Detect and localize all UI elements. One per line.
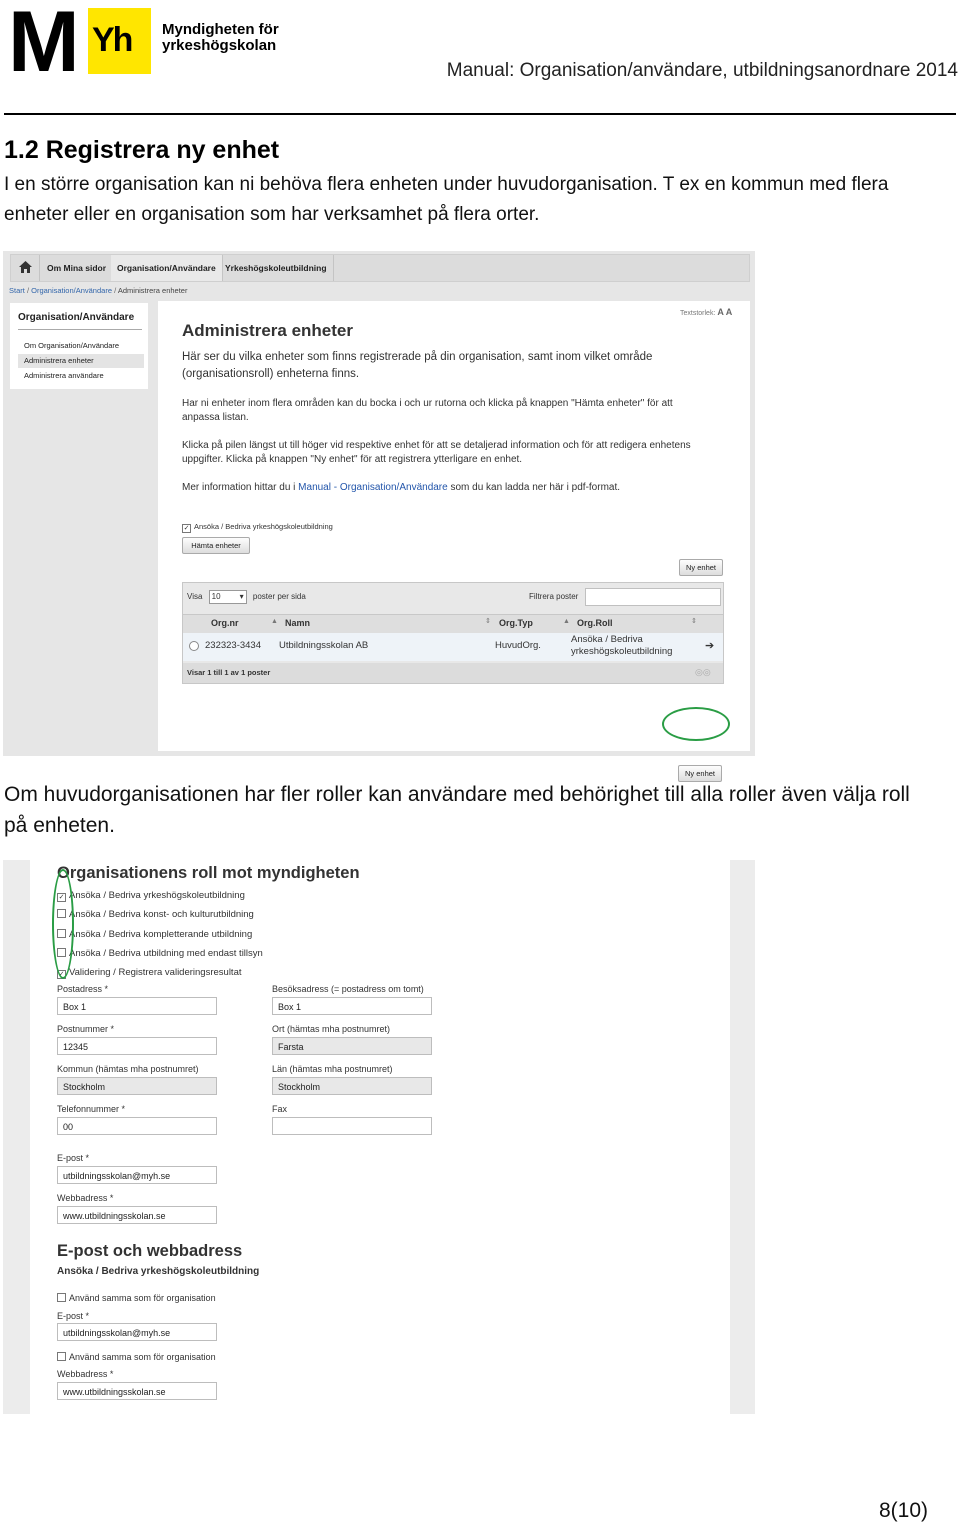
intro-paragraph: I en större organisation kan ni behöva flera enheten under huvudorganisation. T ex en kommun med flera enheter eller en organisation som har verksamhet på flera orter. [4,174,889,225]
ort-input: Farsta [272,1037,432,1055]
text-size-buttons[interactable]: A A [717,307,733,317]
sort-icon[interactable]: ⇕ [485,618,491,625]
top-nav [10,254,750,282]
text-size-control[interactable] [680,307,732,317]
screenshot-organisation-roles [3,860,755,1414]
fax-label: Fax [272,1104,288,1114]
checkbox-checked-icon[interactable]: ✓ [58,894,65,901]
home-icon[interactable] [11,255,40,281]
epost-label: E-post * [57,1153,90,1163]
besoksadress-input[interactable]: Box 1 [272,997,432,1015]
postnummer-label: Postnummer * [57,1024,115,1034]
sort-icon[interactable]: ▲ [271,618,278,625]
logo-letter-m: M [8,0,76,90]
page-size-control [187,590,306,604]
arrow-right-icon[interactable]: ➔ [705,640,715,652]
email-section-subtitle: Ansöka / Bedriva yrkeshögskoleutbildning [57,1266,260,1277]
info-text-3-before: Mer information hittar du i [182,482,299,493]
nav-om-mina-sidor[interactable]: Om Mina sidor [41,255,113,281]
role-checkbox-3[interactable] [57,929,252,940]
visa-label: Visa [187,592,203,601]
sidebar-divider [18,329,142,330]
kommun-input: Stockholm [57,1077,217,1095]
postadress-label: Postadress * [57,984,109,994]
column-org-typ[interactable]: Org.Typ [499,618,533,628]
epost2-input[interactable]: utbildningsskolan@myh.se [57,1323,217,1341]
sidebar-item-administrera-anvandare[interactable]: Administrera användare [24,371,104,380]
epost2-label: E-post * [57,1311,90,1321]
same-epost-label: Använd samma som för organisation [69,1293,216,1303]
table-footer [183,663,723,683]
logo-name-line1: Myndigheten för [162,21,279,38]
postadress-input[interactable]: Box 1 [57,997,217,1015]
logo-letters-yh: Yh [92,21,132,59]
ny-enhet-button-bottom[interactable]: Ny enhet [678,765,722,782]
role-filter-label: Ansöka / Bedriva yrkeshögskoleutbildning [194,522,333,531]
table-row[interactable] [183,633,723,661]
intro-text: Här ser du vilka enheter som finns registrerade på din organisation, samt inom vilket område (organisationsroll) enheterna finns. [182,351,653,380]
postnummer-input[interactable]: 12345 [57,1037,217,1055]
kommun-label: Kommun (hämtas mha postnumret) [57,1064,199,1074]
hamta-enheter-button[interactable]: Hämta enheter [182,537,250,554]
fax-input[interactable] [272,1117,432,1135]
role-checkbox-1[interactable] [57,890,245,902]
main-content [158,301,750,778]
column-namn[interactable]: Namn [285,618,311,628]
role-filter-checkbox[interactable] [182,522,333,533]
nav-yrkeshogskoleutbildning[interactable]: Yrkeshögskoleutbildning [219,255,334,281]
same-webb-checkbox[interactable] [57,1352,216,1362]
sort-icon[interactable]: ⇕ [691,618,697,625]
role-label: Ansöka / Bedriva utbildning med endast tillsyn [69,948,263,959]
filter-input[interactable] [585,588,721,606]
besoksadress-label: Besöksadress (= postadress om tomt) [272,984,424,994]
logo-agency-name [162,22,279,54]
cell-org-nr: 232323-3434 [205,640,261,651]
units-table [182,582,724,684]
highlight-ellipse [52,869,74,979]
breadcrumb-current: Administrera enheter [117,286,188,295]
ny-enhet-button-top[interactable]: Ny enhet [679,559,723,576]
info-text-3-after: som du kan ladda ner här i pdf-format. [447,482,621,493]
page-size-select[interactable] [209,590,247,604]
cell-org-typ: HuvudOrg. [495,640,541,651]
highlight-circle [662,707,730,741]
role-checkbox-2[interactable] [57,909,254,920]
page-title: Administrera enheter [182,321,353,340]
telefon-input[interactable]: 00 [57,1117,217,1135]
page-size-value: 10 [211,592,221,601]
sidebar-item-administrera-enheter[interactable]: Administrera enheter [18,354,144,368]
roles-paragraph: Om huvudorganisationen har fler roller kan användare med behörighet till alla roller även välja roll på enheten. [4,783,910,837]
logo-name-line2: yrkeshögskolan [162,37,277,54]
checkbox-checked-icon[interactable]: ✓ [58,971,65,978]
breadcrumb: Start / Organisation/Användare / Administrera enheter [9,286,188,295]
email-section-title: E-post och webbadress [57,1242,243,1260]
lan-input: Stockholm [272,1077,432,1095]
role-label: Ansöka / Bedriva kompletterande utbildning [69,929,253,940]
roles-title: Organisationens roll mot myndigheten [57,864,360,882]
role-label: Ansöka / Bedriva konst- och kulturutbildning [69,909,254,920]
checkbox-checked-icon[interactable]: ✓ [183,525,190,532]
screenshot-administrera-enheter [3,251,755,778]
sidebar [10,303,148,389]
checkbox-icon[interactable] [57,1293,66,1302]
info-text-1: Har ni enheter inom flera områden kan du bocka i och ur rutorna och klicka på knappen "Hämta enheter" för att anpassa listan. [182,398,673,423]
breadcrumb-start[interactable]: Start [9,286,25,295]
breadcrumb-organisation[interactable]: Organisation/Användare [31,286,112,295]
webb2-label: Webbadress * [57,1369,114,1379]
info-text-3 [182,481,702,495]
section-heading: 1.2 Registrera ny enhet [4,136,280,164]
pagination-icon[interactable]: ◎◎ [695,667,711,677]
nav-organisation-anvandare[interactable]: Organisation/Användare [111,255,223,281]
column-org-roll[interactable]: Org.Roll [577,618,613,628]
same-webb-label: Använd samma som för organisation [69,1352,216,1362]
row-radio[interactable] [189,641,199,651]
role-checkbox-4[interactable] [57,948,263,959]
manual-link[interactable]: Manual - Organisation/Användare [298,482,448,493]
cell-namn: Utbildningsskolan AB [279,640,369,651]
info-text-2: Klicka på pilen längst ut till höger vid respektive enhet för att se detaljerad information och för att redigera enhetens uppgifter. Klicka på knappen "Ny enhet" för att registrera ytterligare en enhet. [182,440,691,465]
sort-icon[interactable]: ▲ [563,618,570,625]
role-label: Validering / Registrera valideringsresultat [69,967,242,978]
header-divider [4,113,956,115]
role-checkbox-5[interactable] [57,967,242,979]
epost-input[interactable]: utbildningsskolan@myh.se [57,1166,217,1184]
column-org-nr[interactable]: Org.nr [211,618,239,628]
ort-label: Ort (hämtas mha postnumret) [272,1024,391,1034]
lan-label: Län (hämtas mha postnumret) [272,1064,393,1074]
same-epost-checkbox[interactable] [57,1293,216,1303]
webbadress-input[interactable]: www.utbildningsskolan.se [57,1206,217,1224]
cell-org-roll: Ansöka / Bedriva yrkeshögskoleutbildning [571,634,673,657]
role-label: Ansöka / Bedriva yrkeshögskoleutbildning [69,890,245,901]
page-number: 8(10) [878,1499,928,1522]
per-page-label: poster per sida [252,592,306,601]
table-info: Visar 1 till 1 av 1 poster [187,668,271,677]
sidebar-item-om[interactable]: Om Organisation/Användare [24,341,120,350]
telefon-label: Telefonnummer * [57,1104,126,1114]
webb2-input[interactable]: www.utbildningsskolan.se [57,1382,217,1400]
text-size-label: Textstorlek: [680,310,716,317]
table-header [183,614,723,634]
chevron-down-icon: ▾ [239,592,244,601]
sidebar-title: Organisation/Användare [18,312,135,323]
checkbox-icon[interactable] [57,1352,66,1361]
filter-label: Filtrera poster [529,592,579,601]
document-title: Manual: Organisation/användare, utbildningsanordnare 2014 [446,60,958,81]
webbadress-label: Webbadress * [57,1193,114,1203]
